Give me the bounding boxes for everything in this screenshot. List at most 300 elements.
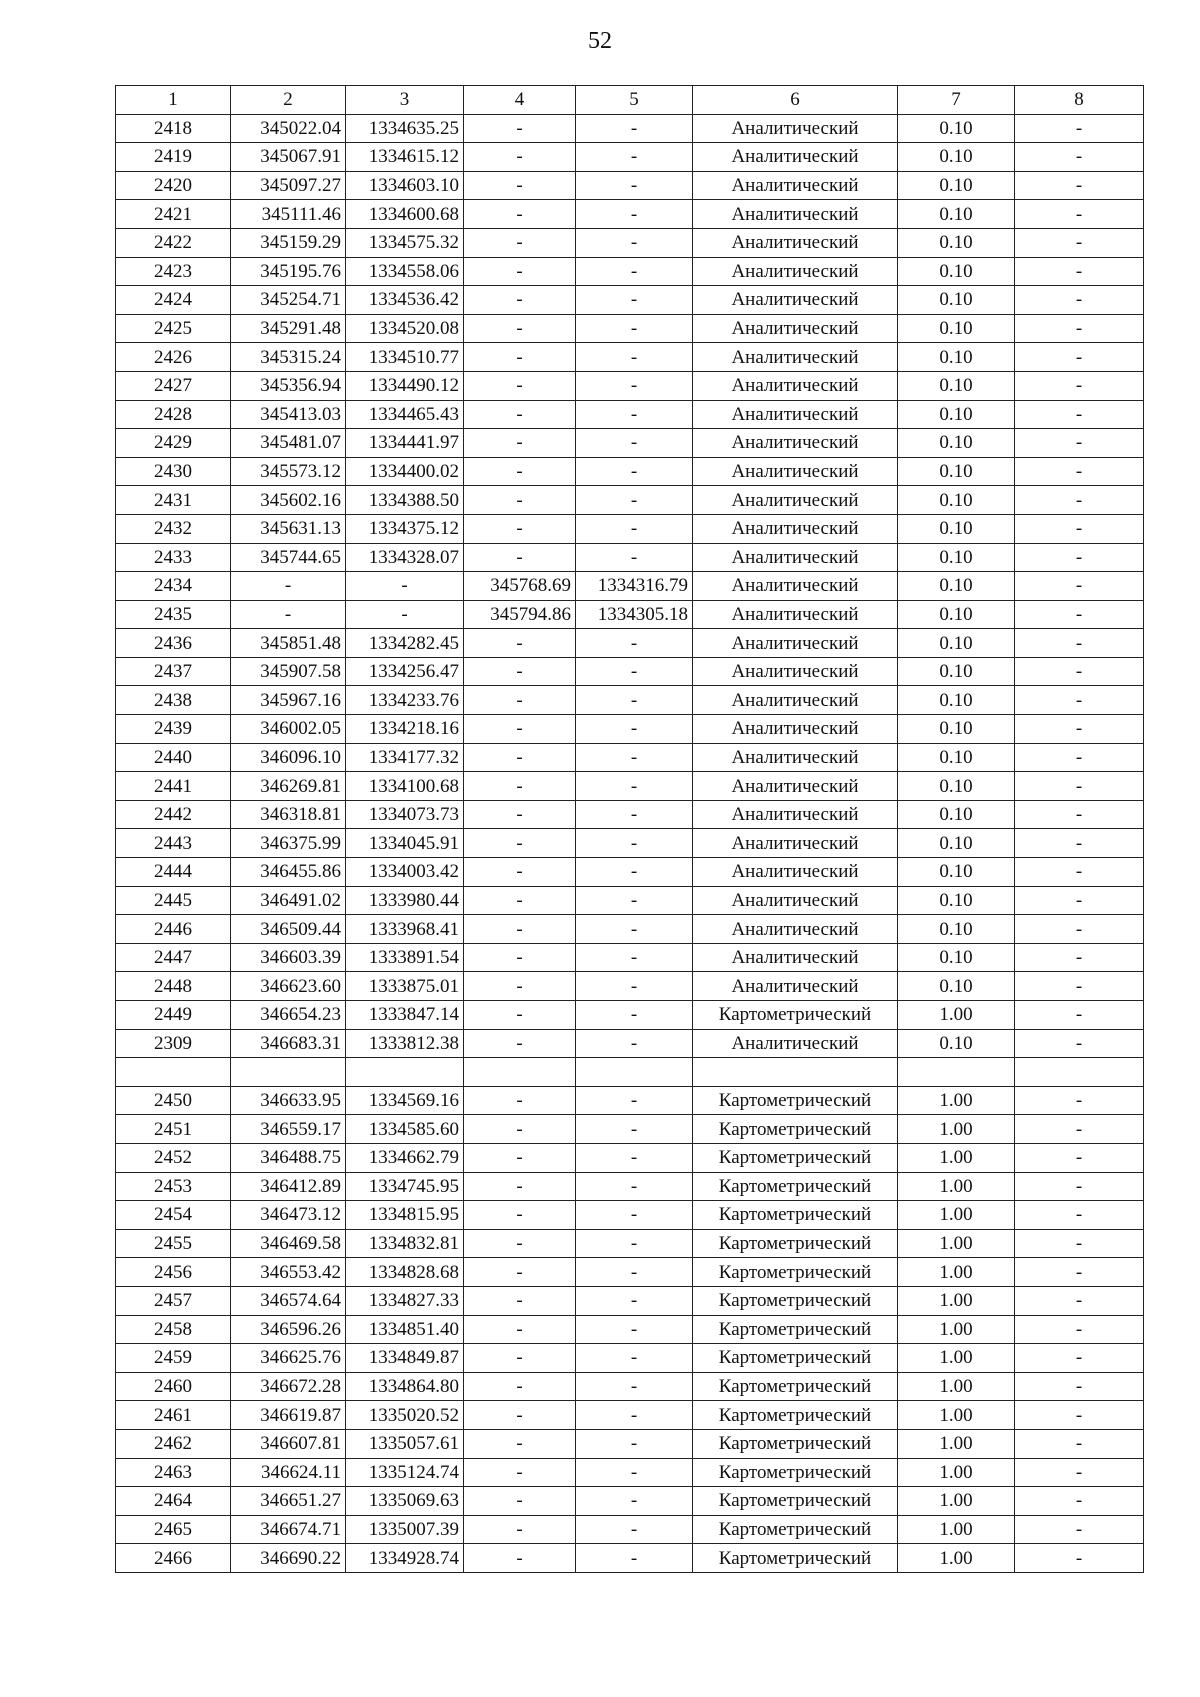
table-cell: - [1015, 228, 1144, 257]
table-cell: - [1015, 543, 1144, 572]
table-row [116, 1286, 1144, 1315]
table-cell: 1334282.45 [346, 629, 464, 658]
table-row [116, 1172, 1144, 1201]
table-cell: - [1015, 1429, 1144, 1458]
table-cell: - [464, 429, 576, 458]
table-cell: - [1015, 1286, 1144, 1315]
table-cell: 2443 [116, 829, 231, 858]
table-cell: - [1015, 657, 1144, 686]
table-cell: 345851.48 [231, 629, 346, 658]
table-cell: 1.00 [898, 1201, 1015, 1230]
table-cell: - [576, 1458, 693, 1487]
coordinates-table [115, 85, 1144, 1573]
table-cell: - [464, 1172, 576, 1201]
table-row [116, 1344, 1144, 1373]
table-cell: - [1015, 343, 1144, 372]
table-cell: - [464, 629, 576, 658]
table-cell: 1334828.68 [346, 1258, 464, 1287]
table-cell: 2440 [116, 743, 231, 772]
table-cell: Аналитический [693, 715, 898, 744]
table-cell: 2422 [116, 228, 231, 257]
table-cell: 0.10 [898, 200, 1015, 229]
table-cell: - [1015, 171, 1144, 200]
table-cell: 2421 [116, 200, 231, 229]
table-cell: 0.10 [898, 257, 1015, 286]
table-cell: 346469.58 [231, 1229, 346, 1258]
table-cell: - [1015, 1401, 1144, 1430]
table-cell: - [576, 1201, 693, 1230]
table-cell: 346488.75 [231, 1143, 346, 1172]
table-cell: - [1015, 1029, 1144, 1058]
table-cell: - [464, 143, 576, 172]
table-cell: 2429 [116, 429, 231, 458]
column-header: 3 [346, 86, 464, 115]
table-cell: 346473.12 [231, 1201, 346, 1230]
table-cell: Картометрический [693, 1143, 898, 1172]
table-row [116, 1058, 1144, 1087]
table-cell: - [464, 1372, 576, 1401]
table-cell: 1334745.95 [346, 1172, 464, 1201]
table-row [116, 1515, 1144, 1544]
table-cell: - [576, 1401, 693, 1430]
table-cell: - [464, 1544, 576, 1573]
table-cell: 2420 [116, 171, 231, 200]
table-cell: - [576, 143, 693, 172]
table-cell: Аналитический [693, 343, 898, 372]
table-cell: - [576, 1029, 693, 1058]
table-cell: - [576, 400, 693, 429]
table-cell: 345097.27 [231, 171, 346, 200]
table-cell: 2432 [116, 514, 231, 543]
table-cell: 2444 [116, 858, 231, 887]
table-cell: - [576, 1229, 693, 1258]
table-row [116, 1201, 1144, 1230]
table-cell: Аналитический [693, 972, 898, 1001]
table-row [116, 143, 1144, 172]
table-cell: 1334465.43 [346, 400, 464, 429]
table-cell: Аналитический [693, 143, 898, 172]
table-cell: - [464, 1086, 576, 1115]
table-row [116, 1487, 1144, 1516]
table-cell: 1334400.02 [346, 457, 464, 486]
table-cell: - [464, 1487, 576, 1516]
table-cell: - [346, 572, 464, 601]
table-cell: - [1015, 572, 1144, 601]
table-row [116, 171, 1144, 200]
table-cell: - [576, 514, 693, 543]
table-cell: 0.10 [898, 228, 1015, 257]
table-cell: - [1015, 1258, 1144, 1287]
table-cell: 346603.39 [231, 943, 346, 972]
table-cell: 346574.64 [231, 1286, 346, 1315]
table-cell: 2447 [116, 943, 231, 972]
table-cell: - [464, 400, 576, 429]
table-cell: 0.10 [898, 886, 1015, 915]
table-cell: - [1015, 943, 1144, 972]
table-cell: Картометрический [693, 1487, 898, 1516]
table-cell: 1334100.68 [346, 772, 464, 801]
table-cell: 1335069.63 [346, 1487, 464, 1516]
table-cell: 2452 [116, 1143, 231, 1172]
table-cell: - [1015, 400, 1144, 429]
table-cell: - [464, 114, 576, 143]
table-cell: 346654.23 [231, 1001, 346, 1030]
table-cell: Аналитический [693, 486, 898, 515]
table-cell: - [464, 228, 576, 257]
table-cell: 1335007.39 [346, 1515, 464, 1544]
column-header: 1 [116, 86, 231, 115]
table-cell: 1.00 [898, 1401, 1015, 1430]
table-row [116, 1458, 1144, 1487]
table-cell: Аналитический [693, 686, 898, 715]
table-row [116, 314, 1144, 343]
table-cell: - [464, 886, 576, 915]
table-row [116, 686, 1144, 715]
table-cell: 2457 [116, 1286, 231, 1315]
table-cell: - [464, 1029, 576, 1058]
table-cell: Аналитический [693, 886, 898, 915]
table-cell: 1.00 [898, 1315, 1015, 1344]
table-cell: 2464 [116, 1487, 231, 1516]
table-cell: - [576, 286, 693, 315]
table-cell: 346096.10 [231, 743, 346, 772]
table-row [116, 943, 1144, 972]
table-cell: - [464, 1429, 576, 1458]
table-cell: 2455 [116, 1229, 231, 1258]
table-cell: 1333847.14 [346, 1001, 464, 1030]
table-cell: 345356.94 [231, 371, 346, 400]
table-row [116, 1401, 1144, 1430]
table-cell: 1333875.01 [346, 972, 464, 1001]
table-cell: - [464, 972, 576, 1001]
table-cell: Аналитический [693, 457, 898, 486]
table-cell: 346633.95 [231, 1086, 346, 1115]
table-cell: 0.10 [898, 286, 1015, 315]
table-cell: - [576, 886, 693, 915]
table-cell: - [464, 1201, 576, 1230]
table-cell [576, 1058, 693, 1087]
table-cell: 345195.76 [231, 257, 346, 286]
table-row [116, 1229, 1144, 1258]
table-cell: 1.00 [898, 1429, 1015, 1458]
table-cell: - [1015, 257, 1144, 286]
table-cell: - [576, 943, 693, 972]
table-cell: 0.10 [898, 114, 1015, 143]
table-cell: 346553.42 [231, 1258, 346, 1287]
table-cell: 346607.81 [231, 1429, 346, 1458]
table-cell: 346672.28 [231, 1372, 346, 1401]
table-cell: - [576, 1315, 693, 1344]
table-cell: 0.10 [898, 143, 1015, 172]
table-row [116, 200, 1144, 229]
table-cell: Аналитический [693, 171, 898, 200]
table-cell: 2456 [116, 1258, 231, 1287]
table-cell: - [464, 543, 576, 572]
table-cell: - [576, 114, 693, 143]
table-cell: 1.00 [898, 1544, 1015, 1573]
table-cell: 345481.07 [231, 429, 346, 458]
table-cell: Аналитический [693, 829, 898, 858]
table-cell: Картометрический [693, 1401, 898, 1430]
table-cell: - [576, 686, 693, 715]
table-cell: 1334045.91 [346, 829, 464, 858]
table-cell: - [464, 943, 576, 972]
table-cell: 346412.89 [231, 1172, 346, 1201]
column-header: 8 [1015, 86, 1144, 115]
table-cell: 345022.04 [231, 114, 346, 143]
table-cell: - [346, 600, 464, 629]
table-cell: - [1015, 886, 1144, 915]
table-cell: 2463 [116, 1458, 231, 1487]
table-cell: 2425 [116, 314, 231, 343]
table-cell: - [1015, 686, 1144, 715]
page-number: 52 [588, 28, 612, 54]
table-cell: 1.00 [898, 1001, 1015, 1030]
column-header: 6 [693, 86, 898, 115]
table-cell: - [464, 772, 576, 801]
table-cell: - [1015, 314, 1144, 343]
table-cell: - [464, 858, 576, 887]
table-row [116, 228, 1144, 257]
table-cell: 2426 [116, 343, 231, 372]
table-cell: 1.00 [898, 1258, 1015, 1287]
table-cell: - [576, 1429, 693, 1458]
table-cell: - [576, 228, 693, 257]
table-cell: - [576, 800, 693, 829]
table-cell: - [464, 686, 576, 715]
table-cell [116, 1058, 231, 1087]
table-cell: - [464, 1401, 576, 1430]
table-row [116, 657, 1144, 686]
table-cell: 0.10 [898, 429, 1015, 458]
table-cell: 2430 [116, 457, 231, 486]
table-row [116, 629, 1144, 658]
table-cell: 346269.81 [231, 772, 346, 801]
table-cell: - [1015, 743, 1144, 772]
table-cell: 346674.71 [231, 1515, 346, 1544]
table-row [116, 915, 1144, 944]
table-cell: 346651.27 [231, 1487, 346, 1516]
table-cell: 1.00 [898, 1515, 1015, 1544]
table-cell: 1.00 [898, 1487, 1015, 1516]
table-cell: - [1015, 772, 1144, 801]
table-cell: - [576, 1515, 693, 1544]
table-row [116, 886, 1144, 915]
table-cell: 0.10 [898, 371, 1015, 400]
table-row [116, 514, 1144, 543]
table-cell: 0.10 [898, 314, 1015, 343]
table-cell: 1334305.18 [576, 600, 693, 629]
table-cell: 345631.13 [231, 514, 346, 543]
table-cell: - [1015, 457, 1144, 486]
table-cell: 0.10 [898, 486, 1015, 515]
table-cell: - [1015, 858, 1144, 887]
table-cell: 2466 [116, 1544, 231, 1573]
table-cell: - [1015, 486, 1144, 515]
table-row [116, 1372, 1144, 1401]
table-cell: 1.00 [898, 1458, 1015, 1487]
table-cell: 2458 [116, 1315, 231, 1344]
table-cell: - [576, 457, 693, 486]
table-row [116, 1143, 1144, 1172]
table-cell: - [464, 1001, 576, 1030]
table-cell: 2460 [116, 1372, 231, 1401]
table-cell: - [464, 1258, 576, 1287]
table-cell: 0.10 [898, 457, 1015, 486]
table-cell: Аналитический [693, 1029, 898, 1058]
table-cell [346, 1058, 464, 1087]
table-cell: - [576, 1344, 693, 1373]
table-cell: 2449 [116, 1001, 231, 1030]
table-cell: - [1015, 1143, 1144, 1172]
table-cell: 2431 [116, 486, 231, 515]
table-cell: Картометрический [693, 1372, 898, 1401]
table-cell: 1334600.68 [346, 200, 464, 229]
table-cell: - [576, 915, 693, 944]
table-cell: 0.10 [898, 715, 1015, 744]
table-cell: - [1015, 1172, 1144, 1201]
table-cell: 346596.26 [231, 1315, 346, 1344]
table-cell: - [576, 1487, 693, 1516]
table-cell: - [576, 1172, 693, 1201]
table-cell: 0.10 [898, 772, 1015, 801]
table-row [116, 1115, 1144, 1144]
table-cell [231, 1058, 346, 1087]
table-cell: 1334441.97 [346, 429, 464, 458]
table-cell: - [464, 657, 576, 686]
table-cell: - [1015, 286, 1144, 315]
table-cell: - [1015, 1001, 1144, 1030]
table-cell: Аналитический [693, 772, 898, 801]
table-cell: 2453 [116, 1172, 231, 1201]
table-cell: 0.10 [898, 743, 1015, 772]
table-cell: - [464, 343, 576, 372]
table-cell: - [576, 1258, 693, 1287]
table-cell: Картометрический [693, 1544, 898, 1573]
table-row [116, 371, 1144, 400]
table-row [116, 972, 1144, 1001]
table-cell: - [464, 171, 576, 200]
table-cell: - [1015, 1086, 1144, 1115]
table-cell: 345967.16 [231, 686, 346, 715]
table-cell: - [464, 915, 576, 944]
table-cell: 345315.24 [231, 343, 346, 372]
table-cell: - [464, 1143, 576, 1172]
table-row [116, 1086, 1144, 1115]
table-cell: Аналитический [693, 200, 898, 229]
table-cell: 346690.22 [231, 1544, 346, 1573]
table-cell: 0.10 [898, 858, 1015, 887]
table-cell: 345907.58 [231, 657, 346, 686]
table-cell: 345413.03 [231, 400, 346, 429]
table-cell: - [464, 743, 576, 772]
table-cell: 1334575.32 [346, 228, 464, 257]
table-cell: - [576, 858, 693, 887]
table-row [116, 429, 1144, 458]
table-cell: Картометрический [693, 1086, 898, 1115]
table-cell: Картометрический [693, 1115, 898, 1144]
table-cell: Картометрический [693, 1315, 898, 1344]
table-cell: Аналитический [693, 257, 898, 286]
table-cell: 2462 [116, 1429, 231, 1458]
table-cell: - [464, 1344, 576, 1373]
table-cell: Аналитический [693, 800, 898, 829]
table-cell: Аналитический [693, 629, 898, 658]
table-cell: 346002.05 [231, 715, 346, 744]
table-cell: - [576, 972, 693, 1001]
table-cell: 1334177.32 [346, 743, 464, 772]
table-cell: - [576, 715, 693, 744]
table-cell: 2461 [116, 1401, 231, 1430]
table-cell: 1335124.74 [346, 1458, 464, 1487]
table-cell: 346559.17 [231, 1115, 346, 1144]
table-cell: 1.00 [898, 1372, 1015, 1401]
table-cell: 2434 [116, 572, 231, 601]
table-cell: Картометрический [693, 1201, 898, 1230]
table-cell: 1334635.25 [346, 114, 464, 143]
table-cell: - [1015, 800, 1144, 829]
table-cell: - [576, 1115, 693, 1144]
table-row [116, 772, 1144, 801]
table-cell: Аналитический [693, 400, 898, 429]
table-cell: 2442 [116, 800, 231, 829]
table-row [116, 543, 1144, 572]
table-cell: - [576, 629, 693, 658]
table-cell: 2433 [116, 543, 231, 572]
table-cell: 2428 [116, 400, 231, 429]
table-cell: - [231, 600, 346, 629]
table-cell: 1334520.08 [346, 314, 464, 343]
table-cell: 0.10 [898, 1029, 1015, 1058]
table-cell: 0.10 [898, 171, 1015, 200]
table-row [116, 572, 1144, 601]
table-cell: - [576, 1001, 693, 1030]
table-cell: 345159.29 [231, 228, 346, 257]
table-cell: 1334832.81 [346, 1229, 464, 1258]
table-cell: Аналитический [693, 657, 898, 686]
table-cell: Аналитический [693, 286, 898, 315]
table-cell: 1333812.38 [346, 1029, 464, 1058]
table-cell: - [464, 1315, 576, 1344]
table-cell: Аналитический [693, 514, 898, 543]
table-cell: 1.00 [898, 1344, 1015, 1373]
table-cell: 0.10 [898, 629, 1015, 658]
table-row [116, 743, 1144, 772]
table-cell: 1333968.41 [346, 915, 464, 944]
table-cell: 0.10 [898, 657, 1015, 686]
table-cell: Аналитический [693, 572, 898, 601]
table-cell: 346509.44 [231, 915, 346, 944]
table-row [116, 800, 1144, 829]
table-cell [898, 1058, 1015, 1087]
table-cell: 1334815.95 [346, 1201, 464, 1230]
table-cell: - [464, 314, 576, 343]
table-cell: Картометрический [693, 1458, 898, 1487]
table-cell: 345291.48 [231, 314, 346, 343]
table-cell: 0.10 [898, 400, 1015, 429]
table-cell: - [464, 1515, 576, 1544]
table-cell: - [576, 1286, 693, 1315]
table-cell: 2441 [116, 772, 231, 801]
table-cell: 1334864.80 [346, 1372, 464, 1401]
table-cell: 2436 [116, 629, 231, 658]
table-cell: 2419 [116, 143, 231, 172]
table-row [116, 1429, 1144, 1458]
table-cell: 345573.12 [231, 457, 346, 486]
table-cell [693, 1058, 898, 1087]
table-cell: 1334375.12 [346, 514, 464, 543]
table-row [116, 286, 1144, 315]
